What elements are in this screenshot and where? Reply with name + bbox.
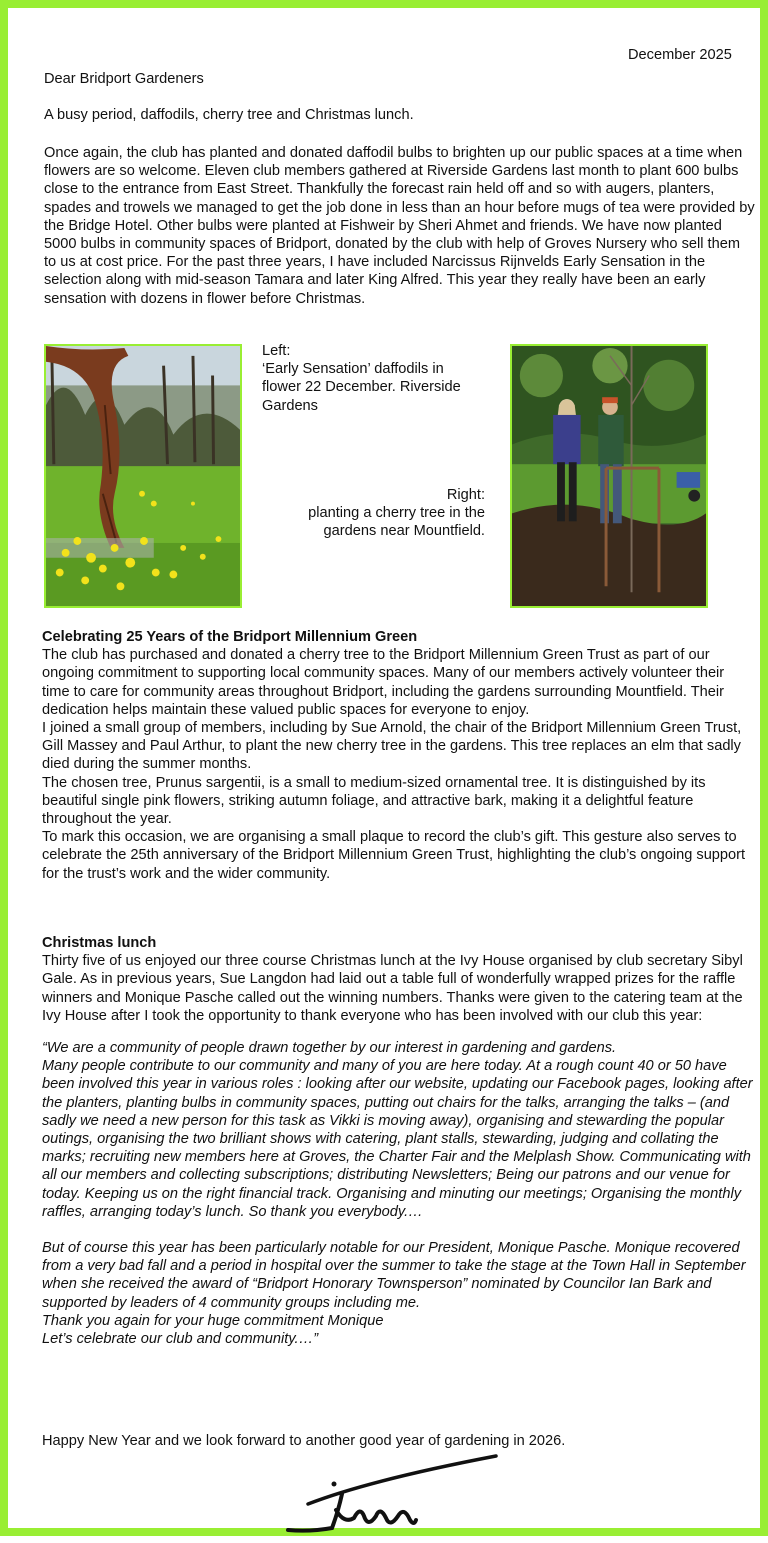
millennium-green-section xyxy=(42,628,754,883)
quote-thanks-line: Thank you again for your huge commitment Monique xyxy=(42,1312,384,1329)
caption-left-text: ‘Early Sensation’ daffodils in flower 22 December. Riverside Gardens xyxy=(262,361,461,414)
caption-left xyxy=(262,342,462,415)
handwritten-signature xyxy=(280,1450,506,1538)
caption-right xyxy=(298,486,485,541)
christmas-lunch-heading: Christmas lunch xyxy=(42,935,157,951)
christmas-lunch-section xyxy=(42,934,754,1025)
speech-quote xyxy=(42,1039,754,1348)
millennium-green-paragraph-4: To mark this occasion, we are organising a small plaque to record the club’s gift. This gesture also serves to celebrate the 25th anniversary of the Bridport Millennium Green Trust, highlighting the club’s ongoing support for the trust’s work and the wider community. xyxy=(42,829,746,882)
millennium-green-paragraph-1: The club has purchased and donated a cherry tree to the Bridport Millennium Green Trust as part of our ongoing commitment to supporting local community spaces. Many of our members actively volunteer their time to care for community areas throughout Bridport, including the gardens surrounding Mountfield. Their dedication helps maintain these valued public spaces for everyone to enjoy. xyxy=(42,647,725,718)
letter-greeting: Dear Bridport Gardeners xyxy=(44,71,204,87)
closing-line: Happy New Year and we look forward to another good year of gardening in 2026. xyxy=(42,1433,566,1449)
letter-subject: A busy period, daffodils, cherry tree and Christmas lunch. xyxy=(44,107,414,123)
daffodils-photo xyxy=(44,344,242,608)
cherry-tree-image xyxy=(512,346,706,606)
millennium-green-heading: Celebrating 25 Years of the Bridport Millennium Green xyxy=(42,629,418,645)
daffodils-image xyxy=(46,346,240,606)
quote-paragraph-1: Many people contribute to our community and many of you are here today. At a rough count 40 or 50 have been involved this year in various roles : looking after our website, updating our Facebook pages, looking after the planters, planting bulbs in community spaces, putting out chairs for the talks, arranging the talks – (and sadly we need a new person for this task as Vikki is moving away), organising and stewarding the popular outings, organising the two brilliant shows with catering, plant stalls, stewarding, judging and collating the marks; recruiting new members here at Groves, the Charter Fair and the Melplash Show. Communicating with all our members and collecting subscriptions; distributing Newsletters; Being our patrons and our venue for today. Keeping us on the right financial track. Organising and minuting our meetings; Organising the monthly raffles, arranging today’s lunch. So thank you everybody.… xyxy=(42,1058,753,1220)
millennium-green-paragraph-2: I joined a small group of members, including by Sue Arnold, the chair of the Bridport Millennium Green Trust, Gill Massey and Paul Arthur, to plant the new cherry tree in the gardens. This tree replaces an elm that sadly died during the summer months. xyxy=(42,720,742,773)
cherry-tree-photo xyxy=(510,344,708,608)
caption-left-label: Left: xyxy=(262,343,291,359)
millennium-green-paragraph-3: The chosen tree, Prunus sargentii, is a small to medium-sized ornamental tree. It is distinguished by its beautiful single pink flowers, striking autumn foliage, and attractive bark, making it a delightful feature throughout the year. xyxy=(42,774,706,828)
caption-right-label: Right: xyxy=(446,487,485,503)
christmas-lunch-paragraph: Thirty five of us enjoyed our three course Christmas lunch at the Ivy House organised by club secretary Sibyl Gale. As in previous years, Sue Langdon had laid out a table full of wonderfully wrapped prizes for the raffle winners and Monique Pasche called out the winning numbers. Thanks were given to the catering team at the Ivy House after I took the opportunity to thank everyone who has been involved with our club this year: xyxy=(42,953,743,1024)
quote-paragraph-2: But of course this year has been particularly notable for our President, Monique Pasche. Monique recovered from a very bad fall and a period in hospital over the summer to take the stage at the Town Hall in September when she received the award of “Bridport Honorary Townsperson” nominated by Councilor Ian Bark and supported by leaders of 4 community groups including me. xyxy=(42,1240,746,1311)
signature-icon xyxy=(280,1450,506,1538)
quote-celebrate-line: Let’s celebrate our club and community.…” xyxy=(42,1331,319,1348)
letter-date: December 2025 xyxy=(628,47,732,63)
caption-right-text: planting a cherry tree in the gardens near Mountfield. xyxy=(308,505,485,540)
intro-paragraph: Once again, the club has planted and donated daffodil bulbs to brighten up our public spaces at a time when flowers are so welcome. Eleven club members gathered at Riverside Gardens last month to plant 600 bulbs close to the entrance from East Street. Thankfully the forecast rain held off and so with augers, planters, spades and trowels we managed to get the job done in less than an hour before mugs of tea were provided by the Bridge Hotel. Other bulbs were planted at Fishweir by Sheri Ahmet and friends. We have now planted 5000 bulbs in community spaces of Bridport, donated by the club with help of Groves Nursery who sell them to us at cost price. For the past three years, I have included Narcissus Rijnvelds Early Sensation in the selection along with mid-season Tamara and later King Alfred. This year they really have been an early sensation with dozens in flower before Christmas. xyxy=(44,145,755,307)
quote-opening-line: “We are a community of people drawn together by our interest in gardening and gardens. xyxy=(42,1040,617,1056)
